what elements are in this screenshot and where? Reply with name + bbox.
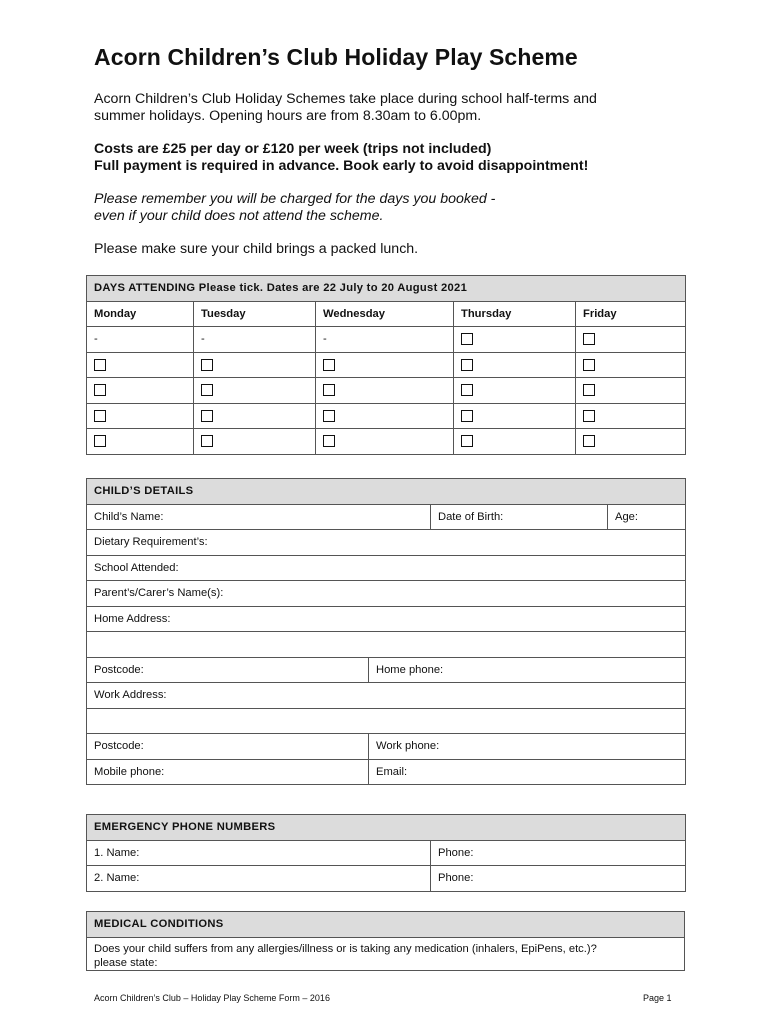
- reminder-line-1: Please remember you will be charged for the days you booked -: [94, 191, 496, 207]
- days-attending-table: [86, 275, 686, 455]
- date-of-birth-field[interactable]: Date of Birth:: [431, 504, 608, 530]
- lunch-note: Please make sure your child brings a packed lunch.: [94, 241, 419, 257]
- intro-line-2: summer holidays. Opening hours are from 8.30am to 6.00pm.: [94, 108, 482, 124]
- emergency-numbers-table: [86, 814, 686, 892]
- no-day-marker: -: [316, 327, 454, 353]
- emergency-numbers-header: EMERGENCY PHONE NUMBERS: [87, 815, 686, 841]
- home-address-line-2[interactable]: [87, 632, 686, 658]
- column-friday: Friday: [576, 301, 686, 327]
- home-phone-field[interactable]: Home phone:: [369, 657, 686, 683]
- emergency-phone-1-field[interactable]: Phone:: [431, 840, 686, 866]
- days-row-5: [87, 429, 686, 455]
- medical-conditions-field[interactable]: [87, 937, 685, 970]
- day-checkbox[interactable]: [583, 333, 595, 345]
- day-checkbox[interactable]: [323, 359, 335, 371]
- no-day-marker: -: [194, 327, 316, 353]
- work-phone-field[interactable]: Work phone:: [369, 734, 686, 760]
- day-checkbox[interactable]: [201, 384, 213, 396]
- day-checkbox[interactable]: [94, 435, 106, 447]
- day-checkbox[interactable]: [94, 384, 106, 396]
- days-row-2: [87, 352, 686, 378]
- days-row-4: [87, 403, 686, 429]
- dietary-requirements-field[interactable]: Dietary Requirement’s:: [87, 530, 686, 556]
- work-address-field[interactable]: Work Address:: [87, 683, 686, 709]
- email-field[interactable]: Email:: [369, 759, 686, 785]
- day-checkbox[interactable]: [583, 435, 595, 447]
- day-checkbox[interactable]: [583, 384, 595, 396]
- medical-conditions-header: MEDICAL CONDITIONS: [87, 912, 685, 938]
- day-checkbox[interactable]: [461, 435, 473, 447]
- day-checkbox[interactable]: [583, 359, 595, 371]
- day-checkbox[interactable]: [461, 384, 473, 396]
- emergency-name-2-field[interactable]: 2. Name:: [87, 866, 431, 892]
- days-attending-header: DAYS ATTENDING Please tick. Dates are 22 July to 20 August 2021: [87, 276, 686, 302]
- footer-form-name: Acorn Children’s Club – Holiday Play Scheme Form – 2016: [94, 993, 330, 1003]
- costs-line-1: Costs are £25 per day or £120 per week (trips not included): [94, 141, 492, 157]
- medical-conditions-table: [86, 911, 685, 971]
- intro-paragraph: [94, 91, 597, 125]
- childs-details-table: [86, 478, 686, 785]
- costs-paragraph: [94, 141, 588, 175]
- day-checkbox[interactable]: [323, 435, 335, 447]
- school-attended-field[interactable]: School Attended:: [87, 555, 686, 581]
- day-checkbox[interactable]: [323, 384, 335, 396]
- column-thursday: Thursday: [454, 301, 576, 327]
- day-checkbox[interactable]: [461, 333, 473, 345]
- medical-question-line-2: please state:: [94, 956, 158, 969]
- no-day-marker: -: [87, 327, 194, 353]
- childs-details-header: CHILD’S DETAILS: [87, 479, 686, 505]
- work-address-line-2[interactable]: [87, 708, 686, 734]
- column-wednesday: Wednesday: [316, 301, 454, 327]
- work-postcode-field[interactable]: Postcode:: [87, 734, 369, 760]
- childs-name-field[interactable]: Child’s Name:: [87, 504, 431, 530]
- parents-carers-names-field[interactable]: Parent’s/Carer’s Name(s):: [87, 581, 686, 607]
- home-address-field[interactable]: Home Address:: [87, 606, 686, 632]
- page-title: Acorn Children’s Club Holiday Play Scheme: [94, 44, 578, 70]
- medical-question-line-1: Does your child suffers from any allergies/illness or is taking any medication (inhalers, EpiPens, etc.)?: [94, 942, 597, 955]
- column-monday: Monday: [87, 301, 194, 327]
- day-checkbox[interactable]: [461, 359, 473, 371]
- day-checkbox[interactable]: [201, 435, 213, 447]
- intro-line-1: Acorn Children’s Club Holiday Schemes take place during school half-terms and: [94, 91, 597, 107]
- emergency-name-1-field[interactable]: 1. Name:: [87, 840, 431, 866]
- reminder-line-2: even if your child does not attend the scheme.: [94, 208, 384, 224]
- age-field[interactable]: Age:: [608, 504, 686, 530]
- day-checkbox[interactable]: [461, 410, 473, 422]
- footer-page-number: Page 1: [643, 993, 672, 1003]
- mobile-phone-field[interactable]: Mobile phone:: [87, 759, 369, 785]
- days-row-3: [87, 378, 686, 404]
- column-tuesday: Tuesday: [194, 301, 316, 327]
- day-checkbox[interactable]: [94, 410, 106, 422]
- days-row-1: [87, 327, 686, 353]
- costs-line-2: Full payment is required in advance. Book early to avoid disappointment!: [94, 158, 589, 174]
- day-checkbox[interactable]: [201, 410, 213, 422]
- day-checkbox[interactable]: [323, 410, 335, 422]
- home-postcode-field[interactable]: Postcode:: [87, 657, 369, 683]
- day-checkbox[interactable]: [583, 410, 595, 422]
- day-checkbox[interactable]: [94, 359, 106, 371]
- emergency-phone-2-field[interactable]: Phone:: [431, 866, 686, 892]
- reminder-paragraph: [94, 191, 495, 225]
- day-checkbox[interactable]: [201, 359, 213, 371]
- days-column-headers: [87, 301, 686, 327]
